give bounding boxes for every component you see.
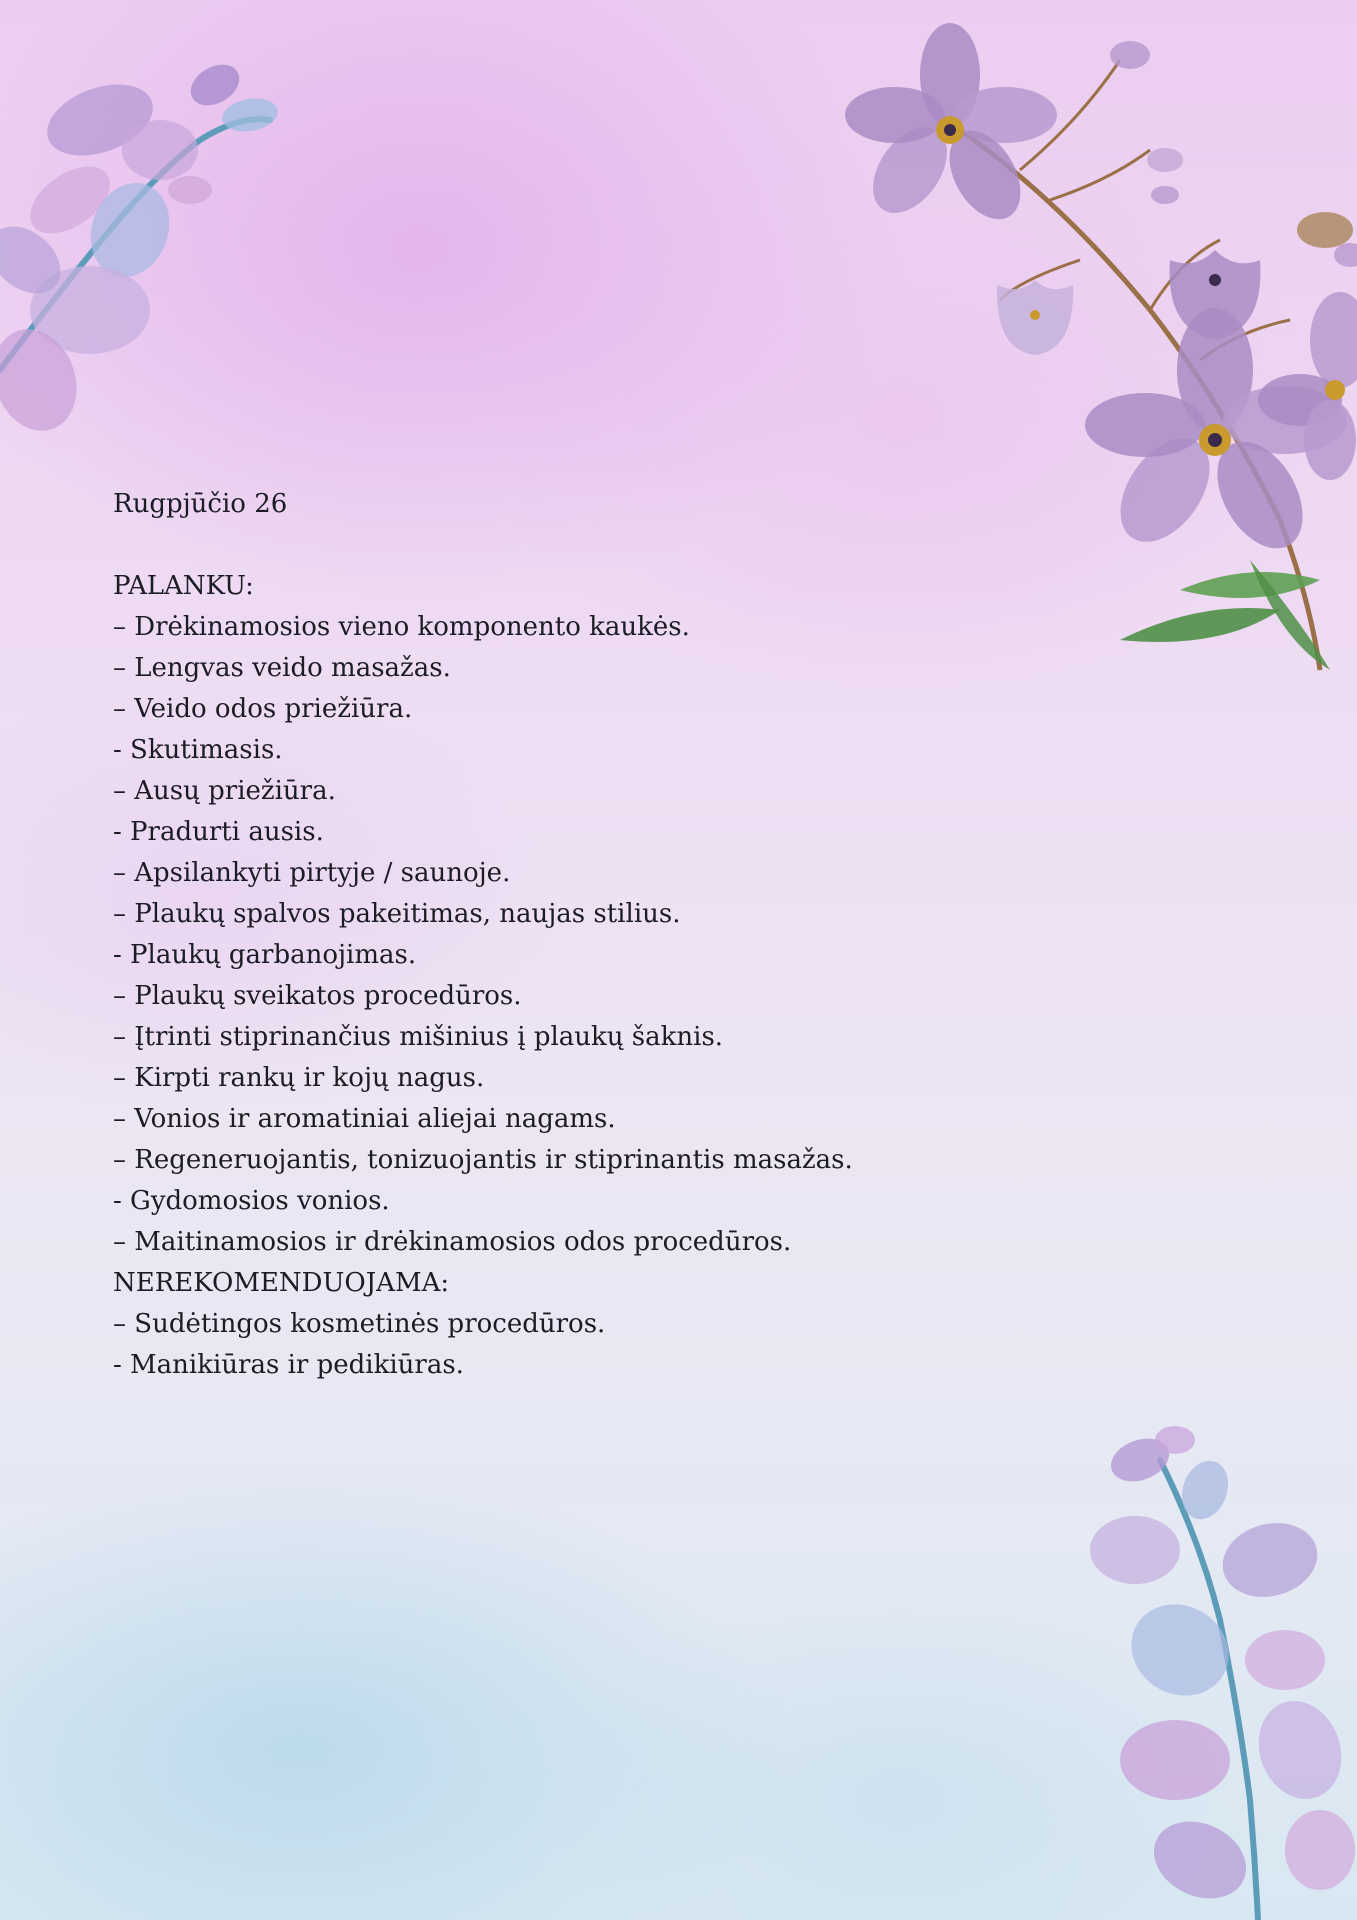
list-item: - Pradurti ausis. bbox=[113, 817, 324, 847]
list-item: – Maitinamosios ir drėkinamosios odos procedūros. bbox=[113, 1227, 792, 1257]
eucalyptus-branch-bottom-right-icon bbox=[1080, 1420, 1357, 1920]
horoscope-content bbox=[113, 484, 1113, 1386]
list-item: – Ausų priežiūra. bbox=[113, 776, 336, 806]
list-item: - Plaukų garbanojimas. bbox=[113, 940, 417, 970]
list-item: - Skutimasis. bbox=[113, 735, 283, 765]
list-item: – Veido odos priežiūra. bbox=[113, 694, 413, 724]
not-recommended-list bbox=[113, 1304, 1113, 1386]
list-item: – Regeneruojantis, tonizuojantis ir stiprinantis masažas. bbox=[113, 1145, 853, 1175]
list-item: - Gydomosios vonios. bbox=[113, 1186, 390, 1216]
list-item: – Plaukų spalvos pakeitimas, naujas stilius. bbox=[113, 899, 681, 929]
favorable-section bbox=[113, 566, 1113, 1263]
eucalyptus-branch-top-left-icon bbox=[0, 40, 300, 440]
not-recommended-heading: NEREKOMENDUOJAMA: bbox=[113, 1268, 450, 1298]
favorable-heading: PALANKU: bbox=[113, 571, 254, 601]
list-item: – Kirpti rankų ir kojų nagus. bbox=[113, 1063, 485, 1093]
list-item: – Įtrinti stiprinančius mišinius į plaukų šaknis. bbox=[113, 1022, 724, 1052]
list-item: – Sudėtingos kosmetinės procedūros. bbox=[113, 1309, 606, 1339]
date-heading: Rugpjūčio 26 bbox=[113, 489, 288, 519]
not-recommended-section bbox=[113, 1263, 1113, 1386]
favorable-list bbox=[113, 607, 1113, 1263]
list-item: – Apsilankyti pirtyje / saunoje. bbox=[113, 858, 511, 888]
list-item: - Manikiūras ir pedikiūras. bbox=[113, 1350, 464, 1380]
list-item: – Lengvas veido masažas. bbox=[113, 653, 451, 683]
list-item: – Plaukų sveikatos procedūros. bbox=[113, 981, 522, 1011]
list-item: – Drėkinamosios vieno komponento kaukės. bbox=[113, 612, 690, 642]
list-item: – Vonios ir aromatiniai aliejai nagams. bbox=[113, 1104, 616, 1134]
